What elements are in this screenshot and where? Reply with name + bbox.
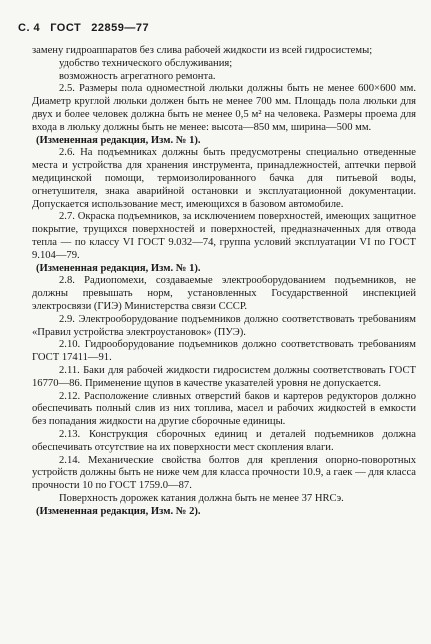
paragraph: замену гидроаппаратов без слива рабочей жидкости из всей гидросистемы; xyxy=(32,45,373,56)
clause-2-5: 2.5. Размеры пола одноместной люльки должны быть не менее 600×600 мм. Диаметр круглой люльки должен быть не менее 700 мм. Площадь пола люльки для двух и более человек должна быть не менее 0,5 м² на человека. Размеры проема для входа в люльку должны быть не менее: высота—850 мм, ширина—500 мм. xyxy=(32,83,416,133)
standard-number: 22859—77 xyxy=(91,22,150,34)
clause-2-9: 2.9. Электрооборудование подъемников должно соответствовать требованиям «Правил устройства электроустановок» (ПУЭ). xyxy=(32,313,416,338)
clause-2-6: 2.6. На подъемниках должны быть предусмотрены специально отведенные места и устройства для хранения инструмента, принадлежностей, аптечки первой медицинской помощи, термоизолированного бачка для питьевой воды, огнетушителя, знака аварийной остановки и эксплуатационной документации. Допускается использование мест, имеющихся в базовом автомобиле. xyxy=(32,147,416,210)
list-item: возможность агрегатного ремонта. xyxy=(59,70,216,82)
clause-2-12: 2.12. Расположение сливных отверстий баков и картеров редукторов должно обеспечивать полный слив из них топлива, масел и рабочих жидкостей в емкости без попадания жидкости на другие сборочные единицы. xyxy=(32,390,416,428)
clause-2-13: 2.13. Конструкция сборочных единиц и деталей подъемников должна обеспечивать отсутствие на их поверхности мест скопления влаги. xyxy=(32,428,416,453)
clause-2-7: 2.7. Окраска подъемников, за исключением поверхностей, имеющих защитное покрытие, трущихся поверхностей и поверхностей, предназначенных для отвода тепла — по классу VI ГОСТ 9.032—74, группа условий эксплуатации VI по ГОСТ 9.104—79. xyxy=(32,211,416,261)
clause-2-11: 2.11. Баки для рабочей жидкости гидросистем должны соответствовать ГОСТ 16770—86. Применение щупов в качестве указателей уровня не допускается. xyxy=(32,364,416,389)
amendment-note: (Измененная редакция, Изм. № 1). xyxy=(36,134,201,146)
page-header xyxy=(18,22,159,34)
standard-label: ГОСТ xyxy=(50,22,82,34)
clause-2-8: 2.8. Радиопомехи, создаваемые электрооборудованием подъемников, не должны превышать норм, установленных Государственной инспекцией электросвязи (ГИЭ) Министерства связи СССР. xyxy=(32,275,416,312)
amendment-note: (Измененная редакция, Изм. № 1). xyxy=(36,262,201,274)
list-item: удобство технического обслуживания; xyxy=(59,57,233,69)
page-number: С. 4 xyxy=(18,22,41,34)
amendment-note: (Измененная редакция, Изм. № 2). xyxy=(36,505,201,517)
raceway-hardness: Поверхность дорожек катания должна быть не менее 37 HRCэ. xyxy=(59,492,344,504)
document-body xyxy=(32,45,416,518)
clause-2-10: 2.10. Гидрооборудование подъемников должно соответствовать требованиям ГОСТ 17411—91. xyxy=(32,339,416,364)
clause-2-14: 2.14. Механические свойства болтов для крепления опорно-поворотных устройств должны быть не ниже чем для класса прочности 10.9, а гаек — для класса прочности 10 по ГОСТ 1759.0—87. xyxy=(32,454,416,492)
